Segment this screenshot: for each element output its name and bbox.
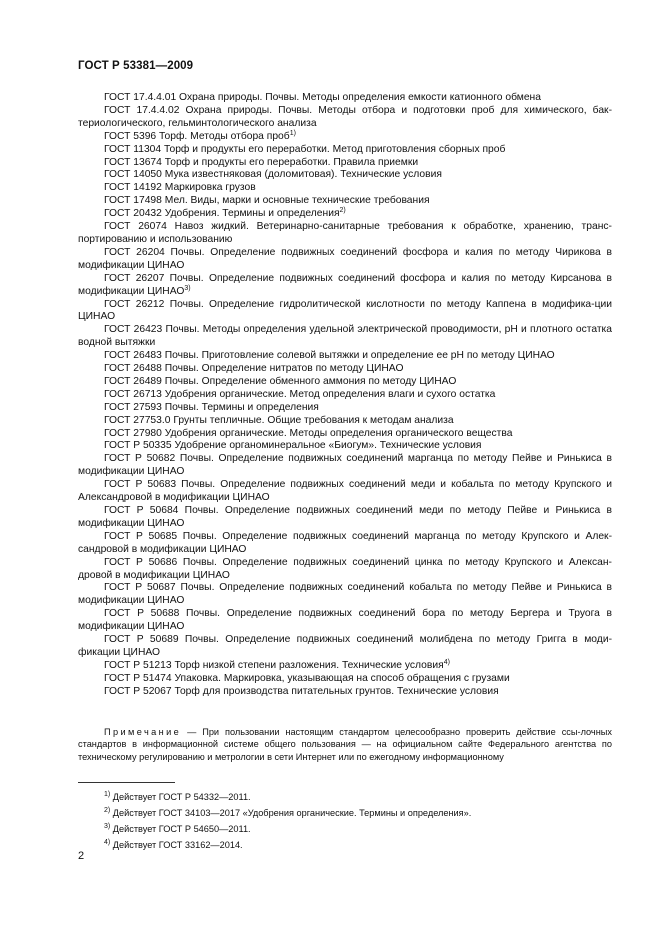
footnote-mark: 1): [289, 129, 296, 137]
reference-text: ГОСТ 20432 Удобрения. Термины и определения: [104, 208, 340, 220]
page-number: 2: [78, 850, 85, 862]
footnote-item: [104, 805, 612, 821]
reference-item: [78, 105, 612, 131]
reference-text: ГОСТ 26713 Удобрения органические. Метод определения влаги и сухого остатка: [104, 388, 496, 400]
reference-text: ГОСТ 26423 Почвы. Методы определения удельной электрической проводимости, рН и плотного остатка водной вытяжки: [78, 324, 612, 349]
reference-text: ГОСТ 26207 Почвы. Определение подвижных соединений фосфора и калия по методу Кирсанова в модификации ЦИНАО: [78, 272, 612, 297]
reference-text: ГОСТ 13674 Торф и продукты его переработки. Правила приемки: [104, 156, 419, 168]
reference-text: ГОСТ Р 50686 Почвы. Определение подвижных соединений цинка по методу Крупского и Алексан-дровой в модификации ЦИНАО: [78, 556, 612, 581]
reference-item: [78, 247, 612, 273]
reference-text: ГОСТ 26212 Почвы. Определение гидролитической кислотности по методу Каппена в модифика-ции ЦИНАО: [78, 298, 612, 323]
footnotes: [104, 789, 612, 853]
footnote-number: 3): [104, 823, 111, 830]
reference-item: [78, 428, 612, 441]
footnote-number: 2): [104, 807, 111, 814]
footnote-text: Действует ГОСТ Р 54650—2011.: [110, 824, 251, 834]
reference-item: [78, 131, 612, 144]
reference-text: ГОСТ 27980 Удобрения органические. Методы определения органического вещества: [104, 427, 513, 439]
reference-text: ГОСТ Р 50684 Почвы. Определение подвижных соединений меди по методу Пейве и Ринькиса в модификации ЦИНАО: [78, 505, 612, 529]
footnote-number: 1): [104, 791, 111, 798]
footnote-item: [104, 821, 612, 837]
note-label: Примечание: [104, 727, 182, 737]
reference-text: ГОСТ Р 51213 Торф низкой степени разложения. Технические условия: [104, 659, 444, 671]
reference-item: [78, 221, 612, 247]
reference-item: [78, 157, 612, 170]
footnote-mark: 2): [339, 207, 346, 215]
reference-text: ГОСТ 17.4.4.02 Охрана природы. Почвы. Методы отбора и подготовки проб для химического, бак-териологического, гельминтологического анализа: [78, 104, 612, 129]
footnote-mark: 3): [184, 284, 191, 292]
reference-item: [78, 144, 612, 157]
reference-item: [78, 415, 612, 428]
reference-text: ГОСТ 26074 Навоз жидкий. Ветеринарно-санитарные требования к обработке, хранению, транс-портированию и использованию: [78, 221, 612, 245]
normative-references-list: [78, 92, 612, 699]
reference-text: ГОСТ Р 50335 Удобрение органоминеральное «Биогум». Технические условия: [104, 440, 482, 452]
reference-text: ГОСТ 26483 Почвы. Приготовление солевой вытяжки и определение ее рН по методу ЦИНАО: [104, 350, 555, 362]
reference-text: ГОСТ 17498 Мел. Виды, марки и основные технические требования: [104, 195, 430, 207]
reference-text: ГОСТ 14050 Мука известняковая (доломитовая). Технические условия: [104, 169, 442, 181]
reference-text: ГОСТ 14192 Маркировка грузов: [104, 182, 256, 194]
footnote-separator: [78, 782, 175, 783]
footnote-text: Действует ГОСТ 34103—2017 «Удобрения органические. Термины и определения».: [110, 808, 472, 818]
reference-text: ГОСТ 17.4.4.01 Охрана природы. Почвы. Методы определения емкости катионного обмена: [104, 92, 541, 103]
reference-text: ГОСТ 5396 Торф. Методы отбора проб: [104, 130, 290, 142]
reference-item: [78, 273, 612, 299]
reference-item: [78, 634, 612, 660]
reference-item: [78, 582, 612, 608]
reference-text: ГОСТ Р 50688 Почвы. Определение подвижных соединений бора по методу Бергера и Труога в модификации ЦИНАО: [78, 608, 612, 633]
reference-text: ГОСТ 11304 Торф и продукты его переработки. Метод приготовления сборных проб: [104, 143, 506, 155]
reference-text: ГОСТ Р 52067 Торф для производства питательных грунтов. Технические условия: [104, 685, 499, 697]
footnote-item: [104, 837, 612, 853]
note-text: — При пользовании настоящим стандартом целесообразно проверить действие ссы-лочных стандартов в информационной системе общего пользования — на официальном сайте Федерального агентства по техническому регулированию и метрологии в сети Интернет или по ежегодному информационному: [78, 727, 612, 762]
reference-text: ГОСТ Р 50687 Почвы. Определение подвижных соединений кобальта по методу Пейве и Ринькиса в модификации ЦИНАО: [78, 582, 612, 607]
reference-item: [78, 182, 612, 195]
footnote-item: [104, 789, 612, 805]
document-header: ГОСТ Р 53381—2009: [78, 60, 194, 72]
reference-item: [78, 686, 612, 699]
reference-text: ГОСТ 26488 Почвы. Определение нитратов по методу ЦИНАО: [104, 363, 404, 375]
reference-text: ГОСТ Р 50689 Почвы. Определение подвижных соединений молибдена по методу Григга в моди-фикации ЦИНАО: [78, 634, 612, 658]
reference-item: [78, 376, 612, 389]
reference-item: [78, 299, 612, 325]
footnote-text: Действует ГОСТ Р 54332—2011.: [110, 792, 251, 802]
reference-item: [78, 531, 612, 557]
reference-item: [78, 363, 612, 376]
reference-text: ГОСТ Р 50683 Почвы. Определение подвижных соединений меди и кобальта по методу Крупского и Александровой в модификации ЦИНАО: [78, 479, 612, 504]
reference-text: ГОСТ 26204 Почвы. Определение подвижных соединений фосфора и калия по методу Чирикова в модификации ЦИНАО: [78, 246, 612, 271]
footnote-number: 4): [104, 839, 111, 846]
reference-text: ГОСТ 26489 Почвы. Определение обменного аммония по методу ЦИНАО: [104, 375, 457, 387]
reference-item: [78, 169, 612, 182]
reference-item: [78, 350, 612, 363]
reference-text: ГОСТ 27593 Почвы. Термины и определения: [104, 401, 319, 413]
reference-text: ГОСТ 27753.0 Грунты тепличные. Общие требования к методам анализа: [104, 414, 454, 426]
note-paragraph: [78, 726, 612, 763]
reference-item: [78, 324, 612, 350]
reference-text: ГОСТ Р 50682 Почвы. Определение подвижных соединений марганца по методу Пейве и Ринькиса в модификации ЦИНАО: [78, 453, 612, 478]
reference-item: [78, 608, 612, 634]
reference-item: [78, 92, 612, 105]
reference-text: ГОСТ Р 50685 Почвы. Определение подвижных соединений марганца по методу Крупского и Алек-сандровой в модификации ЦИНАО: [78, 530, 612, 555]
reference-item: [78, 402, 612, 415]
reference-item: [78, 479, 612, 505]
footnote-text: Действует ГОСТ 33162—2014.: [110, 840, 243, 850]
footnote-mark: 4): [443, 658, 450, 666]
reference-item: [78, 660, 612, 673]
reference-text: ГОСТ Р 51474 Упаковка. Маркировка, указывающая на способ обращения с грузами: [104, 672, 510, 684]
reference-item: [78, 557, 612, 583]
reference-item: [78, 673, 612, 686]
reference-item: [78, 389, 612, 402]
reference-item: [78, 505, 612, 531]
reference-item: [78, 208, 612, 221]
reference-item: [78, 440, 612, 453]
reference-item: [78, 453, 612, 479]
